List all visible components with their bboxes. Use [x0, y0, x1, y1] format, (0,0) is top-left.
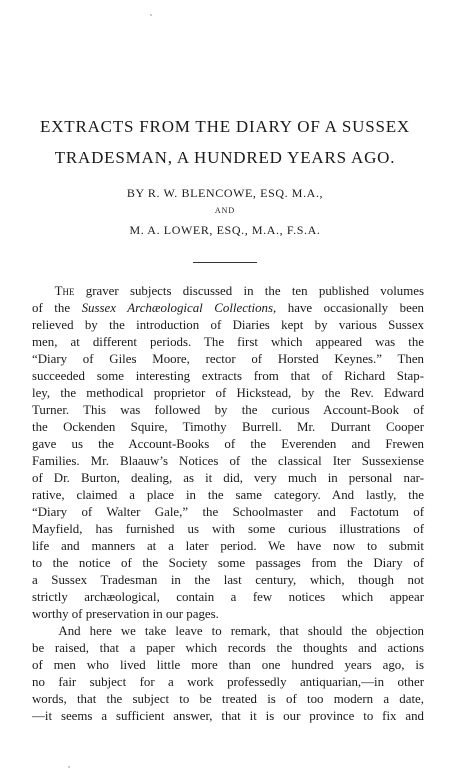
paper-speck: [150, 14, 152, 16]
body-text-fragment: of the: [32, 301, 82, 315]
body-line: Families. Mr. Blaauw’s Notices of the classical Iter Sussexiense: [32, 454, 424, 468]
body-text-fragment: have occasionally been: [276, 301, 425, 315]
italic-title: Sussex Archæological Collections,: [81, 301, 277, 315]
body-line: of men who lived little more than one hundred years ago, is: [32, 658, 424, 672]
body-line: “Diary of Walter Gale,” the Schoolmaster and Factotum of: [32, 505, 424, 519]
body-line: of Dr. Burton, dealing, as it did, very much in personal nar-: [32, 471, 424, 485]
paper-speck: [68, 766, 70, 768]
body-line: to the notice of the Society some passages from the Diary of: [32, 556, 424, 570]
title-divider: [193, 262, 257, 263]
author-conjunction: AND: [214, 206, 236, 215]
body-line: And here we take leave to remark, that should the objection: [32, 624, 424, 638]
body-line: worthy of preservation in our pages.: [32, 607, 219, 621]
drop-word: The: [54, 284, 75, 298]
body-line: succeeded some interesting extracts from that of Richard Stap-: [32, 369, 424, 383]
body-line: men, at different periods. The first which appeared was the: [32, 335, 424, 349]
body-line: relieved by the introduction of Diaries kept by various Sussex: [32, 318, 424, 332]
body-line: Mayfield, has furnished us with some curious illustrations of: [32, 522, 424, 536]
body-line: the Ockenden Squire, Timothy Burrell. Mr. Durrant Cooper: [32, 420, 424, 434]
body-line: a Sussex Tradesman in the last century, which, though not: [32, 573, 424, 587]
body-line: no fair subject for a work professedly antiquarian,—in other: [32, 675, 424, 689]
author-byline-2: M. A. LOWER, ESQ., M.A., F.S.A.: [129, 223, 321, 237]
body-line: gave us the Account-Books of the Everenden and Frewen: [32, 437, 424, 451]
body-line: “Diary of Giles Moore, rector of Horsted Keynes.” Then: [32, 352, 424, 366]
body-line: —it seems a sufficient answer, that it is our province to fix and: [32, 709, 424, 723]
article-title-line-1: EXTRACTS FROM THE DIARY OF A SUSSEX: [40, 117, 410, 136]
body-line: be raised, that a paper which records the thoughts and actions: [32, 641, 424, 655]
body-line: life and manners at a later period. We have now to submit: [32, 539, 424, 553]
body-line: [32, 300, 424, 317]
author-byline-1: BY R. W. BLENCOWE, ESQ. M.A.,: [126, 186, 324, 200]
body-line: Turner. This was followed by the curious Account-Book of: [32, 403, 424, 417]
body-line: strictly archæological, contain a few notices which appear: [32, 590, 424, 604]
article-body: [32, 283, 424, 725]
body-line: [32, 283, 424, 300]
body-line: rative, claimed a place in the same category. And lastly, the: [32, 488, 424, 502]
body-line: ley, the methodical proprietor of Hickstead, by the Rev. Edward: [32, 386, 424, 400]
article-title-line-2: TRADESMAN, A HUNDRED YEARS AGO.: [54, 148, 396, 167]
body-line: words, that the subject to be treated is of too modern a date,: [32, 692, 424, 706]
body-text-fragment: graver subjects discussed in the ten published volumes: [74, 284, 424, 298]
